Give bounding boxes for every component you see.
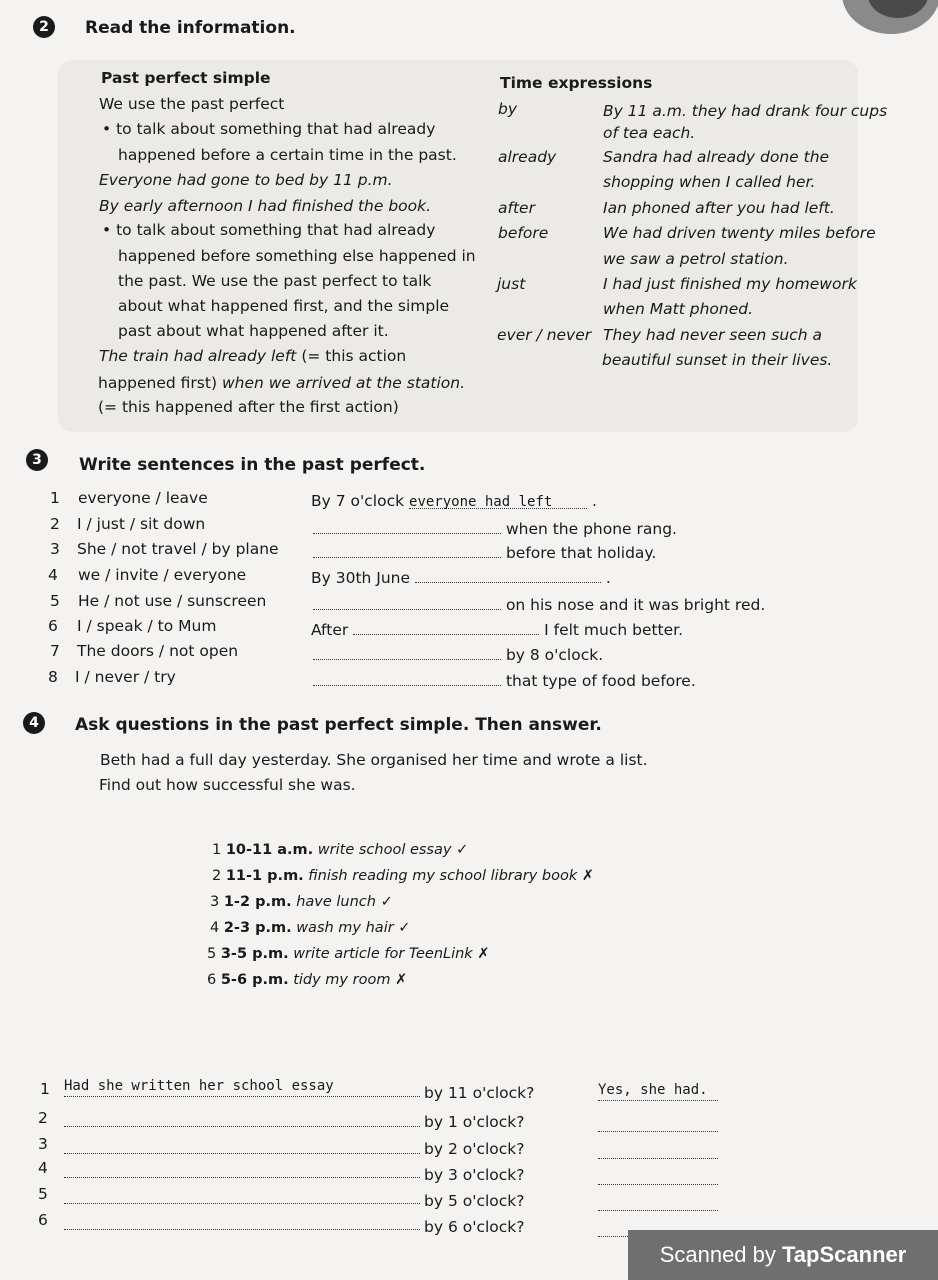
question-field[interactable] bbox=[64, 1112, 420, 1127]
beth-list-item bbox=[212, 868, 594, 884]
ex3-row-prompt: I / never / try bbox=[75, 668, 176, 686]
q-number: 6 bbox=[38, 1211, 48, 1229]
list-task: tidy my room bbox=[293, 972, 391, 988]
q-by-time: by 1 o'clock? bbox=[424, 1113, 525, 1131]
list-n: 6 bbox=[207, 972, 217, 988]
answer-field[interactable] bbox=[598, 1170, 718, 1185]
ex3-answer-field[interactable] bbox=[353, 620, 539, 635]
list-time: 1-2 p.m. bbox=[223, 894, 292, 910]
te-word: already bbox=[498, 148, 557, 166]
cross-icon: ✗ bbox=[477, 946, 490, 962]
te-example: shopping when I called her. bbox=[603, 173, 816, 191]
te-example: Ian phoned after you had left. bbox=[603, 199, 835, 217]
info-intro: We use the past perfect bbox=[99, 95, 285, 113]
ex3-post: when the phone rang. bbox=[505, 520, 677, 538]
example-3-line-2 bbox=[98, 374, 465, 392]
ex3-answer-field[interactable] bbox=[313, 645, 501, 660]
bullet-2-line-e: past about what happened after it. bbox=[118, 322, 389, 340]
tick-icon: ✓ bbox=[380, 894, 393, 910]
list-n: 3 bbox=[210, 894, 220, 910]
beth-list-item bbox=[207, 946, 489, 962]
ex3-row-sentence bbox=[313, 519, 677, 538]
section-2-title: Read the information. bbox=[85, 18, 296, 38]
ex3-row-prompt: I / speak / to Mum bbox=[77, 617, 217, 635]
example-3-line-1 bbox=[99, 347, 406, 365]
example-3-italic: The train had already left bbox=[99, 347, 297, 365]
section-4-intro-2: Find out how successful she was. bbox=[99, 776, 356, 794]
q-number: 1 bbox=[40, 1080, 50, 1098]
q-number: 4 bbox=[38, 1159, 48, 1177]
answer-field[interactable] bbox=[598, 1196, 718, 1211]
list-time: 3-5 p.m. bbox=[220, 946, 289, 962]
ex3-row-prompt: I / just / sit down bbox=[77, 515, 206, 533]
example-3-norm: happened first) bbox=[98, 374, 217, 392]
q-by-time: by 6 o'clock? bbox=[424, 1218, 525, 1236]
ex3-answer-field[interactable] bbox=[415, 568, 601, 583]
te-example: I had just finished my homework bbox=[603, 275, 857, 293]
question-field[interactable] bbox=[64, 1215, 420, 1230]
question-field[interactable] bbox=[64, 1189, 420, 1204]
question-field[interactable] bbox=[64, 1139, 420, 1154]
ex3-row-number: 7 bbox=[50, 642, 60, 660]
ex3-answer-field[interactable]: everyone had left bbox=[409, 494, 587, 509]
ex3-answer-field[interactable] bbox=[313, 519, 501, 534]
ex3-post: . bbox=[591, 492, 597, 510]
section-4-title: Ask questions in the past perfect simple. Then answer. bbox=[75, 715, 602, 735]
te-example: By 11 a.m. they had drank four cups bbox=[603, 102, 888, 120]
question-field[interactable] bbox=[64, 1163, 420, 1178]
list-time: 5-6 p.m. bbox=[220, 972, 289, 988]
list-time: 11-1 p.m. bbox=[225, 868, 304, 884]
beth-list-item bbox=[210, 920, 410, 936]
section-4-number: 4 bbox=[23, 712, 45, 734]
section-4-intro-1: Beth had a full day yesterday. She organised her time and wrote a list. bbox=[100, 751, 648, 769]
example-1: Everyone had gone to bed by 11 p.m. bbox=[99, 171, 393, 189]
te-word: just bbox=[497, 275, 526, 293]
time-expressions-title: Time expressions bbox=[500, 74, 653, 92]
scanner-watermark bbox=[628, 1230, 938, 1280]
q-by-time: by 5 o'clock? bbox=[424, 1192, 525, 1210]
list-time: 2-3 p.m. bbox=[223, 920, 292, 936]
ex3-post: that type of food before. bbox=[505, 672, 696, 690]
te-example: Sandra had already done the bbox=[603, 148, 830, 166]
list-task: write school essay bbox=[317, 842, 452, 858]
te-example: beautiful sunset in their lives. bbox=[602, 351, 833, 369]
example-3-italic-2: when we arrived at the station. bbox=[221, 374, 466, 392]
te-word: before bbox=[498, 224, 549, 242]
list-n: 2 bbox=[212, 868, 222, 884]
ex3-answer-field[interactable] bbox=[313, 671, 501, 686]
beth-list-item bbox=[210, 894, 393, 910]
tick-icon: ✓ bbox=[456, 842, 469, 858]
te-word: ever / never bbox=[497, 326, 592, 344]
answer-field[interactable]: Yes, she had. bbox=[598, 1082, 718, 1101]
ex3-post: by 8 o'clock. bbox=[505, 646, 604, 664]
ex3-answer-field[interactable] bbox=[313, 595, 501, 610]
bullet-2-line-d: about what happened first, and the simple bbox=[118, 297, 450, 315]
cross-icon: ✗ bbox=[581, 868, 595, 884]
ex3-row-sentence bbox=[311, 620, 683, 639]
section-3-title: Write sentences in the past perfect. bbox=[79, 455, 426, 475]
bullet-2-line-c: the past. We use the past perfect to talk bbox=[118, 272, 432, 290]
list-task: finish reading my school library book bbox=[308, 868, 578, 884]
te-example: we saw a petrol station. bbox=[603, 250, 789, 268]
tick-icon: ✓ bbox=[398, 920, 411, 936]
answer-field[interactable] bbox=[598, 1117, 718, 1132]
ex3-row-prompt: we / invite / everyone bbox=[78, 566, 247, 584]
ex3-pre: By 30th June bbox=[311, 569, 411, 587]
ex3-row-number: 4 bbox=[48, 566, 58, 584]
bullet-2-line-b: happened before something else happened in bbox=[118, 247, 476, 265]
section-2-number: 2 bbox=[33, 16, 55, 38]
answer-field[interactable] bbox=[598, 1144, 718, 1159]
ex3-row-number: 1 bbox=[50, 489, 60, 507]
te-example: They had never seen such a bbox=[603, 326, 822, 344]
ex3-row-prompt: He / not use / sunscreen bbox=[78, 592, 267, 610]
bullet-1: • to talk about something that had already bbox=[102, 120, 436, 138]
ex3-row-sentence bbox=[311, 492, 597, 510]
past-perfect-title: Past perfect simple bbox=[101, 69, 271, 87]
beth-list-item bbox=[212, 842, 468, 858]
te-word: by bbox=[498, 100, 518, 118]
ex3-row-number: 5 bbox=[50, 592, 60, 610]
bullet-2: • to talk about something that had already bbox=[102, 221, 436, 239]
list-task: wash my hair bbox=[296, 920, 394, 936]
ex3-pre: After bbox=[311, 621, 349, 639]
question-field[interactable]: Had she written her school essay bbox=[64, 1078, 420, 1097]
answer-field[interactable] bbox=[598, 1222, 628, 1237]
ex3-row-sentence bbox=[313, 543, 656, 562]
ex3-row-sentence bbox=[313, 671, 696, 690]
watermark-text: Scanned by bbox=[659, 1242, 782, 1267]
ex3-pre: By 7 o'clock bbox=[311, 492, 405, 510]
beth-list-item bbox=[207, 972, 407, 988]
list-task: write article for TeenLink bbox=[293, 946, 473, 962]
cross-icon: ✗ bbox=[395, 972, 408, 988]
ex3-row-number: 3 bbox=[50, 540, 60, 558]
q-number: 2 bbox=[38, 1109, 48, 1127]
ex3-row-sentence bbox=[313, 595, 765, 614]
q-by-time: by 3 o'clock? bbox=[424, 1166, 525, 1184]
example-3-note: (= this action bbox=[301, 347, 407, 365]
ex3-post: . bbox=[605, 569, 611, 587]
list-n: 5 bbox=[207, 946, 217, 962]
q-by-time: by 2 o'clock? bbox=[424, 1140, 525, 1158]
te-example: of tea each. bbox=[603, 124, 696, 142]
ex3-row-number: 6 bbox=[48, 617, 58, 635]
ex3-row-number: 2 bbox=[50, 515, 60, 533]
ex3-row-number: 8 bbox=[48, 668, 58, 686]
te-example: when Matt phoned. bbox=[603, 300, 754, 318]
ex3-post: on his nose and it was bright red. bbox=[505, 596, 766, 614]
ex3-row-sentence bbox=[311, 568, 611, 587]
list-time: 10-11 a.m. bbox=[225, 842, 314, 858]
example-2: By early afternoon I had finished the book. bbox=[99, 197, 432, 215]
ex3-post: before that holiday. bbox=[505, 544, 657, 562]
q-number: 3 bbox=[38, 1135, 48, 1153]
list-n: 4 bbox=[210, 920, 220, 936]
list-n: 1 bbox=[212, 842, 222, 858]
te-example: We had driven twenty miles before bbox=[603, 224, 876, 242]
bullet-1-line-b: happened before a certain time in the past. bbox=[118, 146, 457, 164]
bullet-2-line-a: to talk about something that had already bbox=[116, 221, 436, 239]
ex3-row-prompt: everyone / leave bbox=[78, 489, 208, 507]
ex3-row-prompt: The doors / not open bbox=[77, 642, 239, 660]
ex3-row-sentence bbox=[313, 645, 603, 664]
example-3-line-3: (= this happened after the first action) bbox=[98, 398, 399, 416]
ex3-answer-field[interactable] bbox=[313, 543, 501, 558]
te-word: after bbox=[498, 199, 535, 217]
ex3-row-prompt: She / not travel / by plane bbox=[77, 540, 279, 558]
section-3-number: 3 bbox=[26, 449, 48, 471]
q-by-time: by 11 o'clock? bbox=[424, 1084, 535, 1102]
q-number: 5 bbox=[38, 1185, 48, 1203]
list-task: have lunch bbox=[296, 894, 376, 910]
ex3-post: I felt much better. bbox=[544, 621, 684, 639]
watermark-brand: TapScanner bbox=[782, 1242, 907, 1267]
bullet-1-line-a: to talk about something that had already bbox=[116, 120, 436, 138]
